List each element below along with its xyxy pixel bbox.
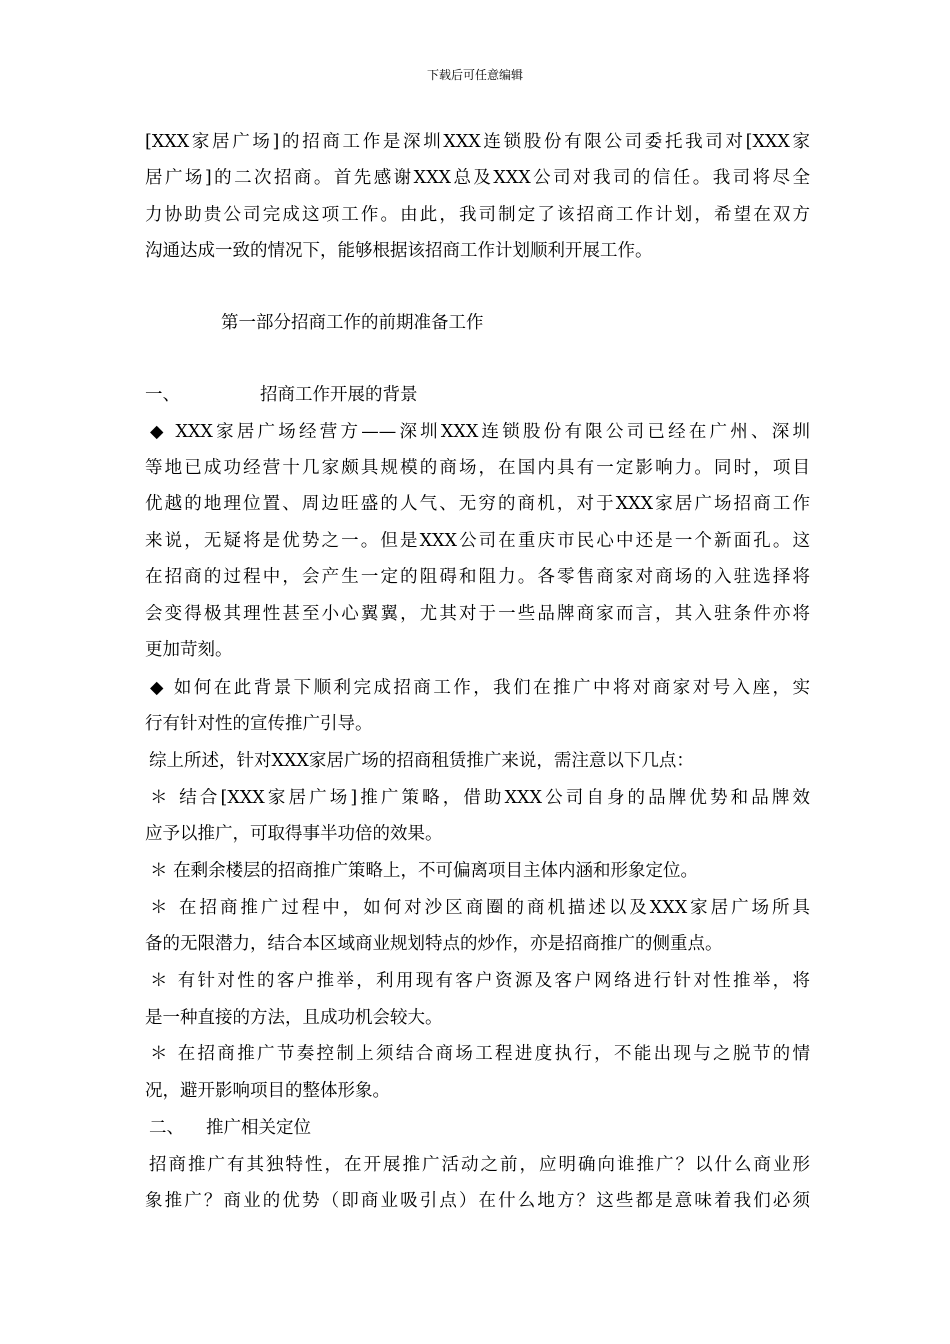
point2-line-1: ＊ 在剩余楼层的招商推广策略上，不可偏离项目主体内涵和形象定位。 <box>150 861 699 881</box>
point1-line-1: ＊ 结合[XXX家居广场]推广策略，借助XXX公司自身的品牌优势和品牌效 <box>150 788 810 808</box>
section1-number: 一、 <box>145 385 180 405</box>
bullet1-line-1: ◆ XXX家居广场经营方——深圳XXX连锁股份有限公司已经在广州、深圳 <box>150 422 810 442</box>
section2-number: 二、 <box>149 1118 184 1138</box>
point4-line-2: 是一种直接的方法，且成功机会较大。 <box>145 1008 443 1028</box>
summary-line: 综上所述，针对XXX家居广场的招商租赁推广来说，需注意以下几点： <box>149 751 694 771</box>
bullet2-line-1: ◆ 如何在此背景下顺利完成招商工作，我们在推广中将对商家对号入座，实 <box>150 678 810 698</box>
point5-line-2: 况，避开影响项目的整体形象。 <box>145 1081 390 1101</box>
point4-line-1: ＊ 有针对性的客户推举，利用现有客户资源及客户网络进行针对性推举，将 <box>150 971 810 991</box>
bullet1-line-6: 会变得极其理性甚至小心翼翼，尤其对于一些品牌商家而言，其入驻条件亦将 <box>145 604 810 624</box>
section2-line-2: 象推广？商业的优势（即商业吸引点）在什么地方？这些都是意味着我们必须 <box>145 1191 810 1211</box>
section1-title: 招商工作开展的背景 <box>260 385 418 405</box>
bullet1-line-2: 等地已成功经营十几家颇具规模的商场，在国内具有一定影响力。同时，项目 <box>145 458 810 478</box>
point5-line-1: ＊ 在招商推广节奏控制上须结合商场工程进度执行，不能出现与之脱节的情 <box>150 1044 810 1064</box>
point3-line-2: 备的无限潜力，结合本区域商业规划特点的炒作，亦是招商推广的侧重点。 <box>145 934 723 954</box>
section2-line-1: 招商推广有其独特性，在开展推广活动之前，应明确向谁推广？以什么商业形 <box>149 1155 810 1175</box>
intro-line-1: [XXX家居广场]的招商工作是深圳XXX连锁股份有限公司委托我司对[XXX家 <box>145 132 810 152</box>
bullet1-line-7: 更加苛刻。 <box>145 640 233 660</box>
bullet1-line-4: 来说，无疑将是优势之一。但是XXX公司在重庆市民心中还是一个新面孔。这 <box>145 531 810 551</box>
part-title: 第一部分招商工作的前期准备工作 <box>221 313 484 333</box>
section2-title: 推广相关定位 <box>206 1118 311 1138</box>
intro-line-4: 沟通达成一致的情况下，能够根据该招商工作计划顺利开展工作。 <box>145 241 653 261</box>
intro-line-3: 力协助贵公司完成这项工作。由此，我司制定了该招商工作计划，希望在双方 <box>145 205 810 225</box>
point3-line-1: ＊ 在招商推广过程中，如何对沙区商圈的商机描述以及XXX家居广场所具 <box>150 898 810 918</box>
intro-line-2: 居广场]的二次招商。首先感谢XXX总及XXX公司对我司的信任。我司将尽全 <box>145 168 810 188</box>
bullet1-line-5: 在招商的过程中，会产生一定的阻碍和阻力。各零售商家对商场的入驻选择将 <box>145 567 810 587</box>
bullet2-line-2: 行有针对性的宣传推广引导。 <box>145 714 373 734</box>
page-header-note: 下载后可任意编辑 <box>426 68 523 82</box>
point1-line-2: 应予以推广，可取得事半功倍的效果。 <box>145 824 443 844</box>
bullet1-line-3: 优越的地理位置、周边旺盛的人气、无穷的商机，对于XXX家居广场招商工作 <box>145 494 810 514</box>
